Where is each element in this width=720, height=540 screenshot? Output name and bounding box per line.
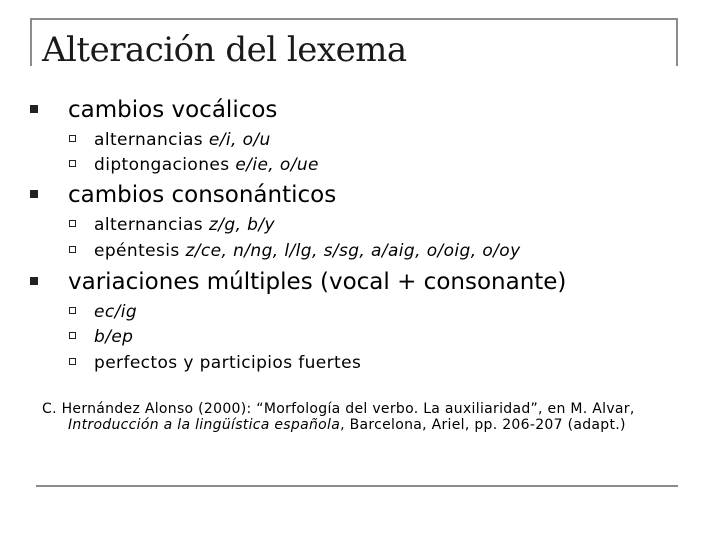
hollow-square-bullet-icon [69, 220, 76, 227]
reference-line-2 [68, 416, 626, 434]
sub-bullet-item [94, 129, 271, 151]
sub-bullet-italic: e/ie, o/ue [235, 155, 319, 175]
sub-bullet-text: diptongaciones [94, 155, 236, 175]
reference-details: , Barcelona, Ariel, pp. 206-207 (adapt.) [340, 417, 626, 433]
sub-bullet-italic: b/ep [94, 327, 134, 347]
sub-bullet-item [94, 154, 319, 176]
hollow-square-bullet-icon [69, 246, 76, 253]
bullet-item-cambios-vocalicos [68, 96, 277, 124]
bullet-label: cambios consonánticos [68, 182, 337, 208]
hollow-square-bullet-icon [69, 307, 76, 314]
sub-bullet-text: alternancias [94, 215, 209, 235]
sub-bullet-italic: ec/ig [94, 302, 138, 322]
sub-bullet-item [94, 240, 521, 262]
square-bullet-icon [30, 105, 38, 113]
sub-bullet-text: epéntesis [94, 241, 186, 261]
frame-left-line [30, 18, 32, 66]
bullet-label: cambios vocálicos [68, 97, 278, 123]
reference-line-1: C. Hernández Alonso (2000): “Morfología del verbo. La auxiliaridad”, en M. Alvar, [42, 401, 635, 417]
sub-bullet-item [94, 301, 137, 323]
slide-title: Alteración del lexema [42, 30, 407, 70]
sub-bullet-italic: e/i, o/u [208, 130, 271, 150]
hollow-square-bullet-icon [69, 135, 76, 142]
frame-top-line [30, 18, 678, 20]
hollow-square-bullet-icon [69, 332, 76, 339]
sub-bullet-item [94, 214, 275, 236]
sub-bullet-text: alternancias [94, 130, 209, 150]
sub-bullet-italic: z/g, b/y [208, 215, 275, 235]
sub-bullet-text: perfectos y participios fuertes [94, 353, 362, 373]
hollow-square-bullet-icon [69, 358, 76, 365]
hollow-square-bullet-icon [69, 160, 76, 167]
square-bullet-icon [30, 190, 38, 198]
frame-right-line [676, 18, 678, 66]
bullet-label: variaciones múltiples (vocal + consonante) [68, 269, 567, 295]
sub-bullet-item [94, 326, 133, 348]
sub-bullet-item [94, 352, 361, 374]
square-bullet-icon [30, 277, 38, 285]
reference-book-title: Introducción a la lingüística española [68, 417, 341, 433]
bullet-item-variaciones-multiples [68, 268, 566, 296]
sub-bullet-italic: z/ce, n/ng, l/lg, s/sg, a/aig, o/oig, o/oy [185, 241, 521, 261]
bullet-item-cambios-consonanticos [68, 181, 336, 209]
frame-bottom-line [36, 485, 678, 487]
